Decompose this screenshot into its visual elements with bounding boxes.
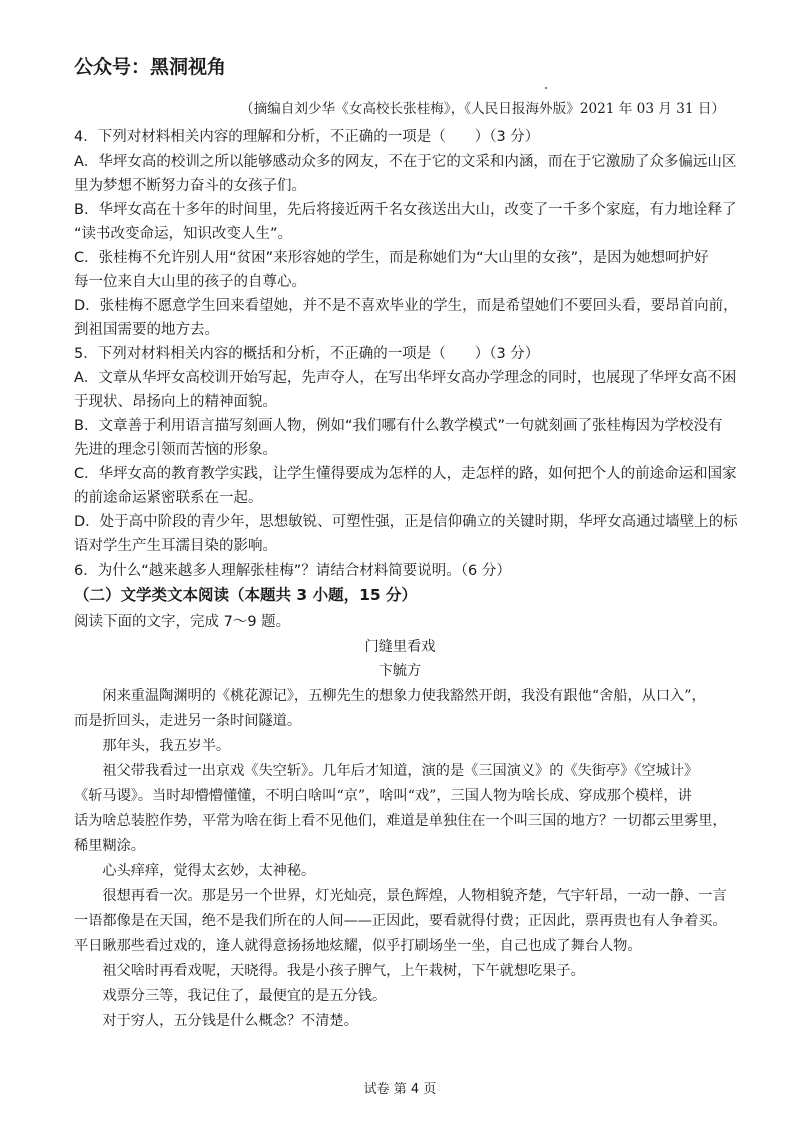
q5-option-b-line2: 先进的理念引领而苦恼的形象。 — [74, 442, 277, 458]
source-citation: （摘编自刘少华《女高校长张桂梅》，《人民日报海外版》2021 年 03 月 31 日） — [240, 101, 726, 117]
stray-dot — [545, 87, 547, 89]
q5-option-c-line1: C．华坪女高的教育教学实践，让学生懂得要成为怎样的人，走怎样的路，如何把个人的前途命运和国家 — [74, 466, 737, 482]
question-6: 6．为什么“越来越多人理解张桂梅”？请结合材料简要说明。（6 分） — [74, 563, 511, 579]
story-paragraph-line: 那年头，我五岁半。 — [74, 738, 231, 754]
story-paragraph-line: 心头痒痒，觉得太玄妙，太神秘。 — [74, 863, 316, 879]
story-paragraph-line: 闲来重温陶渊明的《桃花源记》，五柳先生的想象力使我豁然开朗，我没有跟他“舍船，从口入”， — [74, 688, 706, 704]
q5-option-c-line2: 的前途命运紧密联系在一起。 — [74, 490, 263, 506]
q4-option-c-line2: 每一位来自大山里的孩子的自尊心。 — [74, 274, 306, 290]
q4-option-a-line2: 里为梦想不断努力奋斗的女孩子们。 — [74, 178, 306, 194]
q5-option-a-line2: 于现状、昂扬向上的精神面貌。 — [74, 394, 277, 410]
story-paragraph-line: 稀里糊涂。 — [74, 838, 145, 854]
watermark-logo-text: 公众号：黑洞视角 — [74, 56, 227, 78]
story-paragraph-line: 很想再看一次。那是另一个世界，灯光灿亮，景色辉煌，人物相貌齐楚，气宇轩昂，一动一静、一言 — [74, 888, 727, 904]
story-paragraph-line: 《斩马谡》。当时却懵懵懂懂，不明白啥叫“京”，啥叫“戏”，三国人物为啥长成、穿成那个模样，讲 — [74, 788, 692, 804]
question-5-stem: 5．下列对材料相关内容的概括和分析，不正确的一项是（ ）（3 分） — [74, 346, 540, 362]
story-paragraph-line: 祖父带我看过一出京戏《失空斩》。几年后才知道，演的是《三国演义》的《失街亭》《空城计》 — [74, 763, 699, 779]
story-title: 门缝里看戏 — [364, 639, 436, 655]
story-author: 卞毓方 — [378, 663, 422, 679]
q4-option-d-line2: 到祖国需要的地方去。 — [74, 322, 219, 338]
question-4-stem: 4．下列对材料相关内容的理解和分析，不正确的一项是（ ）（3 分） — [74, 129, 540, 145]
story-paragraph-line: 一语都像是在天国，绝不是我们所在的人间——正因此，要看就得付费；正因此，票再贵也有人争着买。 — [74, 913, 727, 929]
q4-option-b-line1: B．华坪女高在十多年的时间里，先后将接近两千名女孩送出大山，改变了一千多个家庭，有力地诠释了 — [74, 202, 737, 218]
page-footer: 试卷 第 4 页 — [363, 1082, 437, 1097]
q5-option-d-line2: 语对学生产生耳濡目染的影响。 — [74, 538, 277, 554]
q5-option-b-line1: B．文章善于利用语言描写刻画人物，例如“我们哪有什么教学模式”一句就刻画了张桂梅因为学校没有 — [74, 418, 723, 434]
q4-option-d-line1: D．张桂梅不愿意学生回来看望她，并不是不喜欢毕业的学生，而是希望她们不要回头看，要昂首向前， — [74, 298, 738, 314]
q4-option-a-line1: A．华坪女高的校训之所以能够感动众多的网友，不在于它的文采和内涵，而在于它激励了众多偏远山区 — [74, 154, 737, 170]
section-heading: （二）文学类文本阅读（本题共 3 小题，15 分） — [74, 586, 418, 604]
story-paragraph-line: 戏票分三等，我记住了，最便宜的是五分钱。 — [74, 988, 387, 1004]
story-paragraph-line: 话为啥总装腔作势，平常为啥在街上看不见他们，难道是单独住在一个叫三国的地方？一切都云里雾里， — [74, 813, 727, 829]
q5-option-a-line1: A．文章从华坪女高校训开始写起，先声夺人，在写出华坪女高办学理念的同时，也展现了华坪女高不困 — [74, 370, 737, 386]
q4-option-c-line1: C．张桂梅不允许别人用“贫困”来形容她的学生，而是称她们为“大山里的女孩”，是因为她想呵护好 — [74, 250, 709, 266]
story-paragraph-line: 对于穷人，五分钱是什么概念？不清楚。 — [74, 1013, 358, 1029]
reading-instruction: 阅读下面的文字，完成 7～9 题。 — [74, 614, 291, 630]
q4-option-b-line2: “读书改变命运，知识改变人生”。 — [74, 226, 293, 242]
story-paragraph-line: 平日瞅那些看过戏的，逢人就得意扬扬地炫耀，似乎打刷场坐一坐，自己也成了舞台人物。 — [74, 938, 642, 954]
story-paragraph-line: 祖父啥时再看戏呢，天晓得。我是小孩子脾气，上午栽树，下午就想吃果子。 — [74, 963, 585, 979]
q5-option-d-line1: D．处于高中阶段的青少年，思想敏锐、可塑性强，正是信仰确立的关键时期，华坪女高通过墙壁上的标 — [74, 514, 738, 530]
story-paragraph-line: 而是折回头，走进另一条时间隧道。 — [74, 713, 302, 729]
